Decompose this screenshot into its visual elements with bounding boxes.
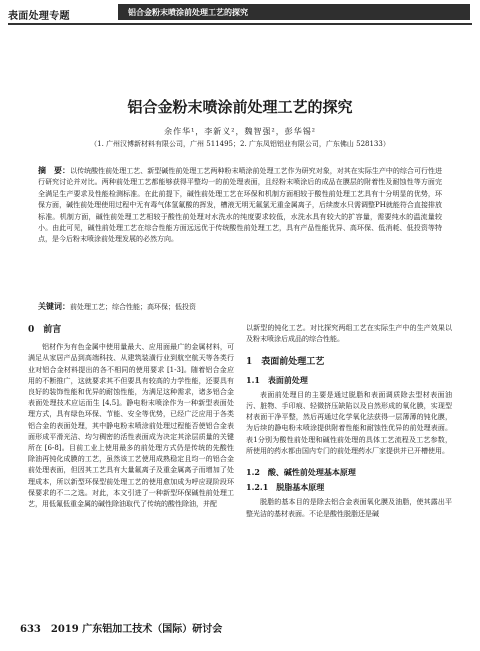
keywords-text: 前处理工艺；综合性能；高环保；低投资 [70, 303, 196, 311]
subsection-heading-1-2: 1.2 酸、碱性前处理基本原理 [246, 467, 356, 478]
abstract-text: 以传统酸性前处理工艺、新型碱性前处理工艺两种粉末喷涂前处理工艺作为研究对象，对其在实际生产中的综合可行性进行研究讨论并对比。两种前处理工艺都能够获得平整均一的前处理表面，且经粉末喷涂后的成品在膜层的附着性及耐蚀性等方面完全满足生产要求及性能检测标准。在此前提下，碱性前处理工艺在环保和机制方面相较于酸性前处理工艺具有十分明显的优势，环保方面，碱性前处理使用过程中无有毒气体氢氟酸的挥发，槽液无明无氟氯无重金属离子，后续废水只需调整PH就能符合直接排放标准。机制方面，碱性前处理工艺相较于酸性前处理对水洗水的纯度要求较低，水洗水具有较大的扩容量，需要纯水的温流量较小。由此可见，碱性前处理工艺在综合性能方面远远优于传统酸性前处理工艺，具有产品性能优异、高环保、低消耗、低投资等特点，是今后粉末喷涂前处理发展的必然方向。 [38, 167, 443, 244]
subsection-heading-1-1: 1.1 表面前处理 [246, 374, 308, 385]
abstract-block [38, 165, 442, 246]
paragraph-1-2-1: 脱脂的基本目的是除去铝合金表面氧化膜及油脂，使其露出平整光洁的基材表面。不论是酸性脱脂还是碱 [246, 498, 452, 518]
paragraph-1-1: 表面前处理目的主要是通过脱脂和表面调质除去型材表面油污、脏物、手印痕、轻微挤压缺陷以及自然形成的氧化膜，实现型材表面干净平整，然后再通过化学氧化法获得一层薄薄的钝化膜，为后续的静电粉末喷涂提供附着性能和耐蚀性优异的前处理表面。表1分别为酸性前处理和碱性前处理的具体工艺流程及工艺参数，所使用的药水都由国内专门的前处理药水厂家提供并已开槽使用。 [246, 390, 452, 455]
left-column [28, 323, 234, 510]
footer-text: 2019 广东铝加工技术（国际）研讨会 [50, 624, 223, 635]
intro-paragraph: 铝材作为有色金属中使用量最大、应用面最广的金属材料，可满足从家居产品到高端科技、从建筑装潢行业到航空航天等各类行业对铝合金材料提出的各不相同的使用要求 [1-3]。随着铝合金应用的不断推广，这就要求其不但要具有较高的力学性能，还要具有良好的装饰性能和优异的耐蚀性能，为满足这种需求，诸多铝合金表面处理技术应运而生 [4,5]。静电粉末喷涂作为一种新型表面处理方式，具有绿色环保、节能、安全等优势，已经广泛应用于各类铝合金的表面处理，其中静电粉末喷涂前处理过程能否使铝合金表面形成平滑光洁、均匀稠密的活性表面成为决定其涂层质量的关键所在 [6-8]。目前工业上使用最多的前处理方式仍是传统的先酸性除油再钝化成膜的工艺，虽然该工艺使用成熟稳定且均一的铝合金前处理表面，但因其工艺具有大量氟离子及重金属离子而增加了处理成本，所以新型环保型前处理工艺的使用愈加成为呼应现阶段环保要求的不二之选。对此，本文引进了一种新型环保碱性前处理工艺，用低氟低重金属的碱性除油取代了传统的酸性除油，并配 [28, 343, 234, 509]
column-label: 表面处理专题 [8, 11, 70, 22]
right-column [246, 323, 452, 520]
keywords-block [38, 301, 442, 312]
section-heading-intro: 0 前言 [28, 325, 62, 335]
running-title: 铝合金粉末喷涂前处理工艺的探究 [118, 4, 470, 20]
section-heading-1: 1 表面前处理工艺 [246, 357, 325, 368]
author-list: 余作华¹，李新义²，魏智强²，彭华锡² [164, 127, 316, 136]
page-number: 633 [20, 624, 41, 635]
page-footer [20, 620, 222, 635]
intro-continuation: 以新型的钝化工艺。对比探究两组工艺在实际生产中的生产效果以及粉末喷涂后成品的综合性能。 [246, 324, 452, 344]
subsection-heading-1-2-1: 1.2.1 脱脂基本原理 [246, 482, 325, 493]
paper-title: 铝合金粉末喷涂前处理工艺的探究 [127, 98, 353, 116]
keywords-label: 关键词： [38, 301, 70, 311]
abstract-label: 摘 要： [38, 165, 71, 175]
header-rule [8, 23, 472, 25]
affiliation: （1. 广州汉博新材料有限公司，广州 511495；2. 广东凤铝铝业有限公司，广东佛山 528133） [90, 140, 390, 148]
page-header [0, 0, 480, 30]
